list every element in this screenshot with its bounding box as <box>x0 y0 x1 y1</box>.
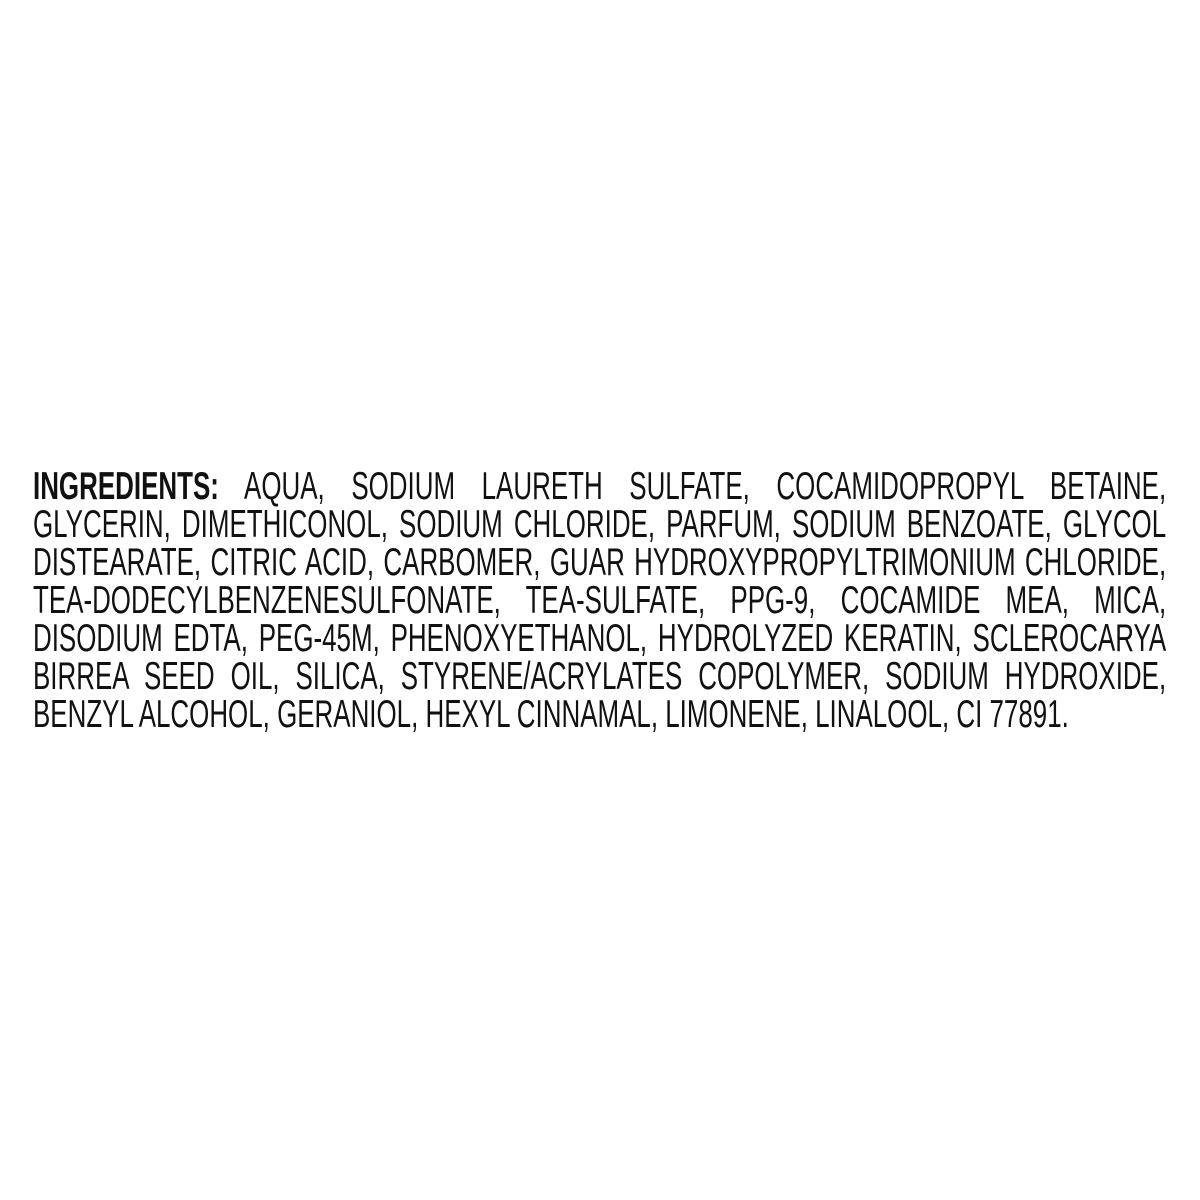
ingredients-line <box>33 465 1167 508</box>
ingredients-line: BENZYL ALCOHOL, GERANIOL, HEXYL CINNAMAL, LIMONENE, LINALOOL, CI 77891. <box>33 693 1069 736</box>
ingredients-line: GLYCERIN, DIMETHICONOL, SODIUM CHLORIDE, PARFUM, SODIUM BENZOATE, GLYCOL <box>33 503 1167 546</box>
ingredients-line-text: AQUA, SODIUM LAURETH SULFATE, COCAMIDOPROPYL BETAINE, <box>244 465 1167 508</box>
ingredients-line: DISTEARATE, CITRIC ACID, CARBOMER, GUAR HYDROXYPROPYLTRIMONIUM CHLORIDE, <box>33 541 1167 584</box>
ingredients-panel <box>33 465 1167 736</box>
ingredients-line: DISODIUM EDTA, PEG-45M, PHENOXYETHANOL, HYDROLYZED KERATIN, SCLEROCARYA <box>33 617 1167 660</box>
ingredients-line: TEA-DODECYLBENZENESULFONATE, TEA-SULFATE, PPG-9, COCAMIDE MEA, MICA, <box>33 579 1167 622</box>
ingredients-label: INGREDIENTS: <box>33 465 219 508</box>
ingredients-line: BIRREA SEED OIL, SILICA, STYRENE/ACRYLATES COPOLYMER, SODIUM HYDROXIDE, <box>33 655 1167 698</box>
